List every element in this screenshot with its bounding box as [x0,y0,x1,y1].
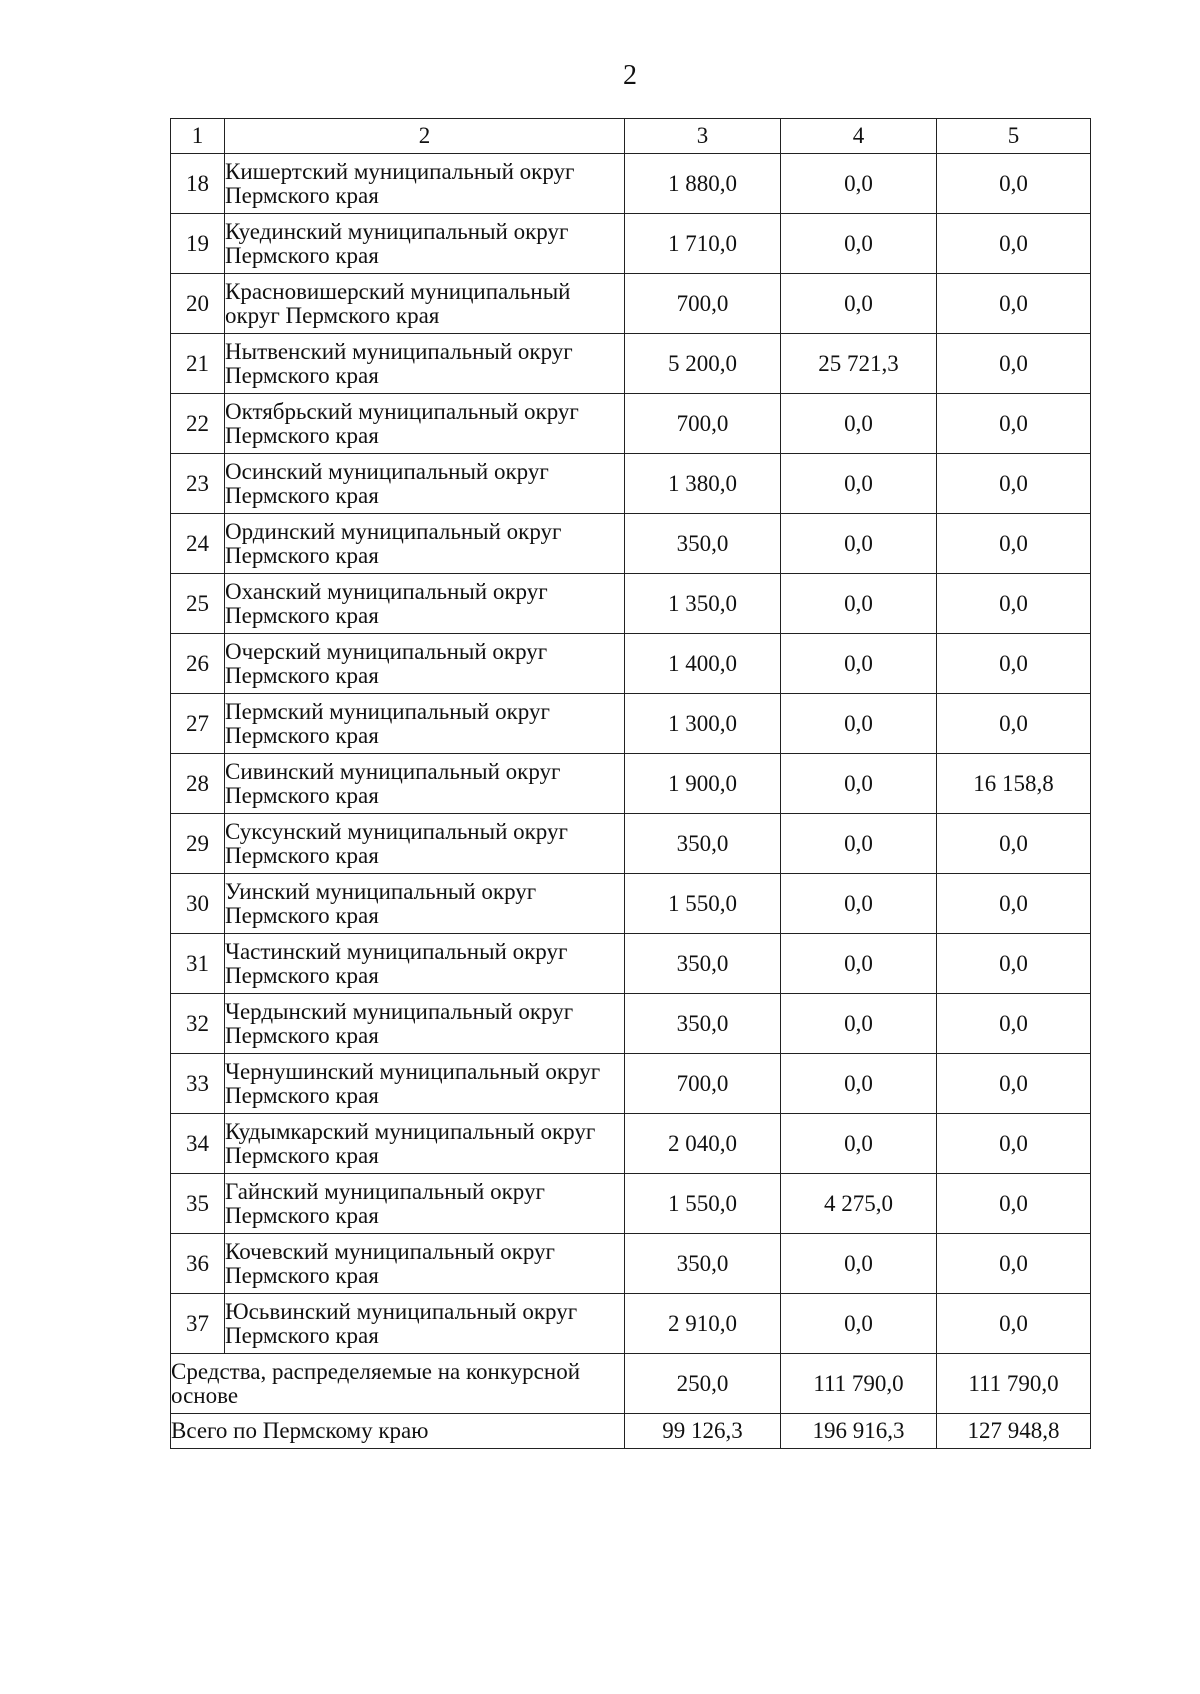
row-number: 18 [171,154,225,214]
table-row [171,1114,1091,1174]
table-header-row [171,119,1091,154]
column-5-value: 0,0 [937,1174,1091,1234]
municipality-name: Юсьвинский муниципальный округ Пермского края [225,1294,625,1354]
table-row [171,454,1091,514]
column-3-value: 700,0 [625,274,781,334]
table-row [171,1294,1091,1354]
column-3-value: 350,0 [625,994,781,1054]
column-5-value: 0,0 [937,1234,1091,1294]
row-number: 35 [171,1174,225,1234]
competitive-label: Средства, распределяемые на конкурсной основе [171,1354,625,1414]
column-3-value: 1 710,0 [625,214,781,274]
municipality-name: Пермский муниципальный округ Пермского края [225,694,625,754]
municipality-name: Кочевский муниципальный округ Пермского края [225,1234,625,1294]
column-4-value: 0,0 [781,694,937,754]
competitive-row [171,1354,1091,1414]
column-4-value: 0,0 [781,994,937,1054]
municipality-name: Нытвенский муниципальный округ Пермского края [225,334,625,394]
column-4-value: 0,0 [781,1234,937,1294]
column-3-value: 2 910,0 [625,1294,781,1354]
table-row [171,154,1091,214]
municipality-name: Сивинский муниципальный округ Пермского края [225,754,625,814]
municipality-name: Кишертский муниципальный округ Пермского края [225,154,625,214]
column-4-value: 0,0 [781,154,937,214]
total-label: Всего по Пермскому краю [171,1414,625,1449]
row-number: 32 [171,994,225,1054]
row-number: 34 [171,1114,225,1174]
row-number: 20 [171,274,225,334]
column-3-value: 5 200,0 [625,334,781,394]
column-4-value: 0,0 [781,514,937,574]
table-row [171,274,1091,334]
column-5-value: 0,0 [937,1294,1091,1354]
column-4-value: 0,0 [781,1054,937,1114]
table-row [171,214,1091,274]
municipality-name: Оханский муниципальный округ Пермского края [225,574,625,634]
column-5-value: 0,0 [937,1114,1091,1174]
column-5-value: 0,0 [937,454,1091,514]
column-3-value: 1 550,0 [625,874,781,934]
row-number: 25 [171,574,225,634]
column-4-value: 0,0 [781,1114,937,1174]
column-3-value: 700,0 [625,394,781,454]
column-5-value: 0,0 [937,694,1091,754]
table-row [171,934,1091,994]
column-header: 1 [171,119,225,154]
table-row [171,694,1091,754]
column-5-value: 0,0 [937,514,1091,574]
municipality-name: Уинский муниципальный округ Пермского края [225,874,625,934]
municipality-name: Чернушинский муниципальный округ Пермского края [225,1054,625,1114]
column-5-value: 0,0 [937,274,1091,334]
column-4-value: 0,0 [781,874,937,934]
row-number: 33 [171,1054,225,1114]
municipality-name: Чердынский муниципальный округ Пермского края [225,994,625,1054]
row-number: 23 [171,454,225,514]
table-row [171,1054,1091,1114]
column-3-value: 2 040,0 [625,1114,781,1174]
column-4-value: 0,0 [781,814,937,874]
column-5-value: 0,0 [937,814,1091,874]
row-number: 24 [171,514,225,574]
municipality-name: Осинский муниципальный округ Пермского края [225,454,625,514]
competitive-column-4: 111 790,0 [781,1354,937,1414]
column-3-value: 700,0 [625,1054,781,1114]
column-4-value: 0,0 [781,454,937,514]
municipality-name: Октябрьский муниципальный округ Пермского края [225,394,625,454]
total-column-3: 99 126,3 [625,1414,781,1449]
column-header: 3 [625,119,781,154]
row-number: 22 [171,394,225,454]
municipality-name: Красновишерский муниципальный округ Пермского края [225,274,625,334]
municipality-name: Ординский муниципальный округ Пермского края [225,514,625,574]
row-number: 37 [171,1294,225,1354]
municipality-name: Частинский муниципальный округ Пермского края [225,934,625,994]
municipality-name: Суксунский муниципальный округ Пермского края [225,814,625,874]
column-4-value: 25 721,3 [781,334,937,394]
table-body [171,154,1091,1354]
row-number: 31 [171,934,225,994]
competitive-column-5: 111 790,0 [937,1354,1091,1414]
column-header: 2 [225,119,625,154]
table-row [171,874,1091,934]
column-3-value: 1 880,0 [625,154,781,214]
column-4-value: 4 275,0 [781,1174,937,1234]
municipality-name: Куединский муниципальный округ Пермского края [225,214,625,274]
column-3-value: 350,0 [625,1234,781,1294]
column-4-value: 0,0 [781,214,937,274]
row-number: 27 [171,694,225,754]
table-row [171,994,1091,1054]
table-row [171,1234,1091,1294]
column-5-value: 0,0 [937,154,1091,214]
column-3-value: 1 350,0 [625,574,781,634]
total-row [171,1414,1091,1449]
row-number: 19 [171,214,225,274]
table-row [171,334,1091,394]
column-3-value: 350,0 [625,514,781,574]
column-3-value: 1 380,0 [625,454,781,514]
column-5-value: 0,0 [937,874,1091,934]
column-3-value: 1 900,0 [625,754,781,814]
column-5-value: 0,0 [937,934,1091,994]
allocation-table [170,118,1091,1449]
total-column-4: 196 916,3 [781,1414,937,1449]
column-5-value: 0,0 [937,994,1091,1054]
table-row [171,514,1091,574]
column-header: 5 [937,119,1091,154]
row-number: 26 [171,634,225,694]
table-row [171,634,1091,694]
column-4-value: 0,0 [781,634,937,694]
table-row [171,754,1091,814]
column-4-value: 0,0 [781,574,937,634]
column-3-value: 1 300,0 [625,694,781,754]
table-row [171,814,1091,874]
column-3-value: 1 400,0 [625,634,781,694]
column-3-value: 350,0 [625,814,781,874]
column-3-value: 350,0 [625,934,781,994]
municipality-name: Кудымкарский муниципальный округ Пермского края [225,1114,625,1174]
row-number: 21 [171,334,225,394]
column-4-value: 0,0 [781,1294,937,1354]
municipality-name: Очерский муниципальный округ Пермского края [225,634,625,694]
row-number: 30 [171,874,225,934]
column-5-value: 0,0 [937,1054,1091,1114]
page-number: 2 [623,60,637,91]
row-number: 29 [171,814,225,874]
column-5-value: 0,0 [937,574,1091,634]
row-number: 28 [171,754,225,814]
municipality-name: Гайнский муниципальный округ Пермского края [225,1174,625,1234]
column-4-value: 0,0 [781,274,937,334]
column-3-value: 1 550,0 [625,1174,781,1234]
column-5-value: 0,0 [937,634,1091,694]
table-row [171,1174,1091,1234]
column-5-value: 0,0 [937,334,1091,394]
column-5-value: 16 158,8 [937,754,1091,814]
column-4-value: 0,0 [781,754,937,814]
column-4-value: 0,0 [781,934,937,994]
table-row [171,574,1091,634]
total-column-5: 127 948,8 [937,1414,1091,1449]
row-number: 36 [171,1234,225,1294]
competitive-column-3: 250,0 [625,1354,781,1414]
column-5-value: 0,0 [937,394,1091,454]
table-row [171,394,1091,454]
column-4-value: 0,0 [781,394,937,454]
column-5-value: 0,0 [937,214,1091,274]
column-header: 4 [781,119,937,154]
